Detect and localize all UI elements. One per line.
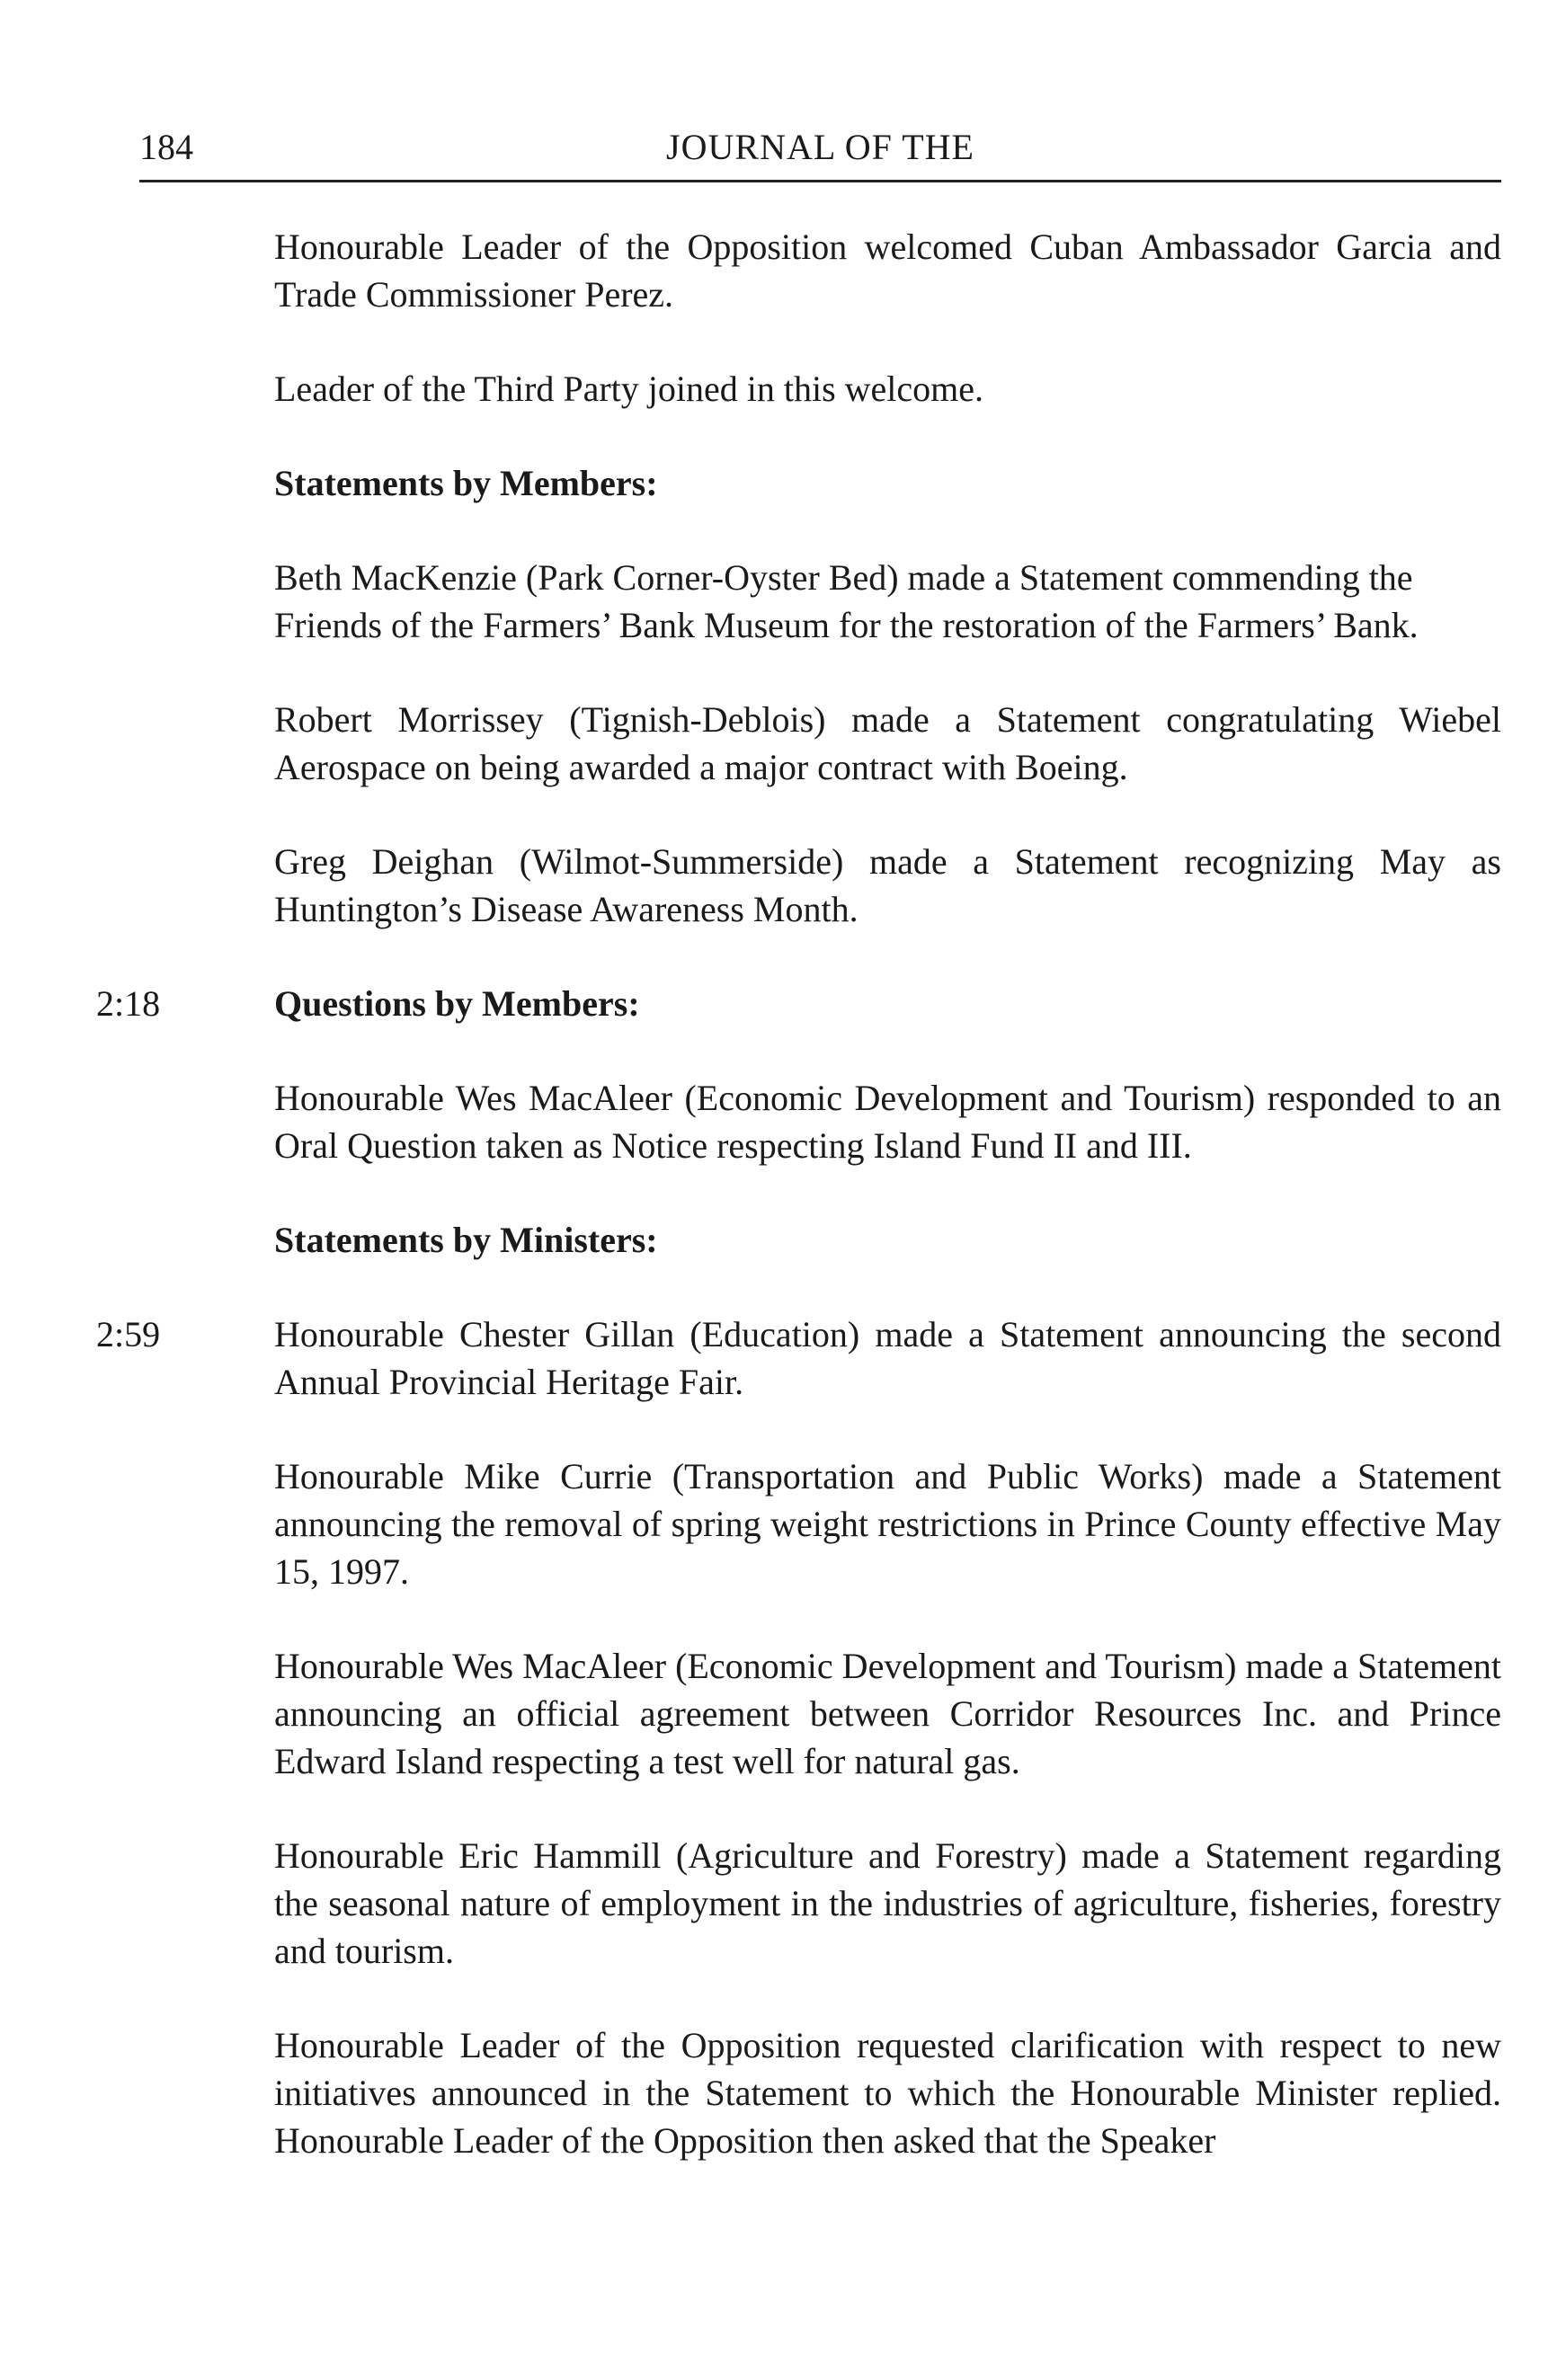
paragraph: Honourable Wes MacAleer (Economic Development and Tourism) responded to an Oral Question taken as Notice respecting Island Fund II and III. [274, 1078, 1501, 1166]
paragraph: Beth MacKenzie (Park Corner-Oyster Bed) made a Statement commending the Friends of the Farmers’ Bank Museum for the restoration of the Farmers’ Bank. [274, 557, 1419, 645]
page-header [139, 126, 1501, 182]
entry-macaleer-response [274, 1074, 1501, 1169]
entry-hammill [274, 1832, 1501, 1975]
entry-opposition-clarification [274, 2021, 1501, 2164]
entry-currie [274, 1452, 1501, 1595]
paragraph: Honourable Eric Hammill (Agriculture and Forestry) made a Statement regarding the seasonal nature of employment in the industries of agriculture, fisheries, forestry and tourism. [274, 1835, 1501, 1971]
journal-body [96, 223, 1501, 2211]
time-stamp: 2:18 [96, 983, 161, 1024]
section-heading: Statements by Ministers: [274, 1220, 658, 1260]
entry-mackenzie [274, 554, 1501, 649]
entry-questions-heading [96, 980, 1501, 1027]
paragraph: Honourable Mike Currie (Transportation and Public Works) made a Statement announcing the removal of spring weight restrictions in Prince County effective May 15, 1997. [274, 1456, 1501, 1592]
entry-third-party [274, 365, 1501, 413]
paragraph: Honourable Leader of the Opposition welcomed Cuban Ambassador Garcia and Trade Commissioner Perez. [274, 226, 1501, 315]
paragraph: Robert Morrissey (Tignish-Deblois) made a Statement congratulating Wiebel Aerospace on being awarded a major contract with Boeing. [274, 699, 1501, 787]
paragraph: Greg Deighan (Wilmot-Summerside) made a Statement recognizing May as Huntington’s Disease Awareness Month. [274, 841, 1501, 929]
entry-deighan [274, 838, 1501, 933]
entry-welcome [274, 223, 1501, 318]
running-head: JOURNAL OF THE [666, 127, 974, 167]
paragraph: Honourable Leader of the Opposition requested clarification with respect to new initiatives announced in the Statement to which the Honourable Minister replied. Honourable Leader of the Opposition then asked that the Speaker [274, 2025, 1501, 2161]
section-heading: Questions by Members: [274, 983, 640, 1024]
entry-macaleer-statement [274, 1642, 1501, 1785]
paragraph: Honourable Wes MacAleer (Economic Development and Tourism) made a Statement announcing an official agreement between Corridor Resources Inc. and Prince Edward Island respecting a test well for natural gas. [274, 1646, 1501, 1781]
paragraph: Honourable Chester Gillan (Education) made a Statement announcing the second Annual Provincial Heritage Fair. [274, 1314, 1501, 1402]
section-heading: Statements by Members: [274, 463, 658, 503]
entry-statements-ministers-heading [274, 1216, 1501, 1264]
paragraph: Leader of the Third Party joined in this welcome. [274, 369, 984, 409]
page-number: 184 [139, 127, 193, 167]
entry-gillan [96, 1310, 1501, 1406]
time-stamp: 2:59 [96, 1314, 161, 1354]
entry-morrissey [274, 696, 1501, 791]
entry-statements-members-heading [274, 459, 1501, 507]
